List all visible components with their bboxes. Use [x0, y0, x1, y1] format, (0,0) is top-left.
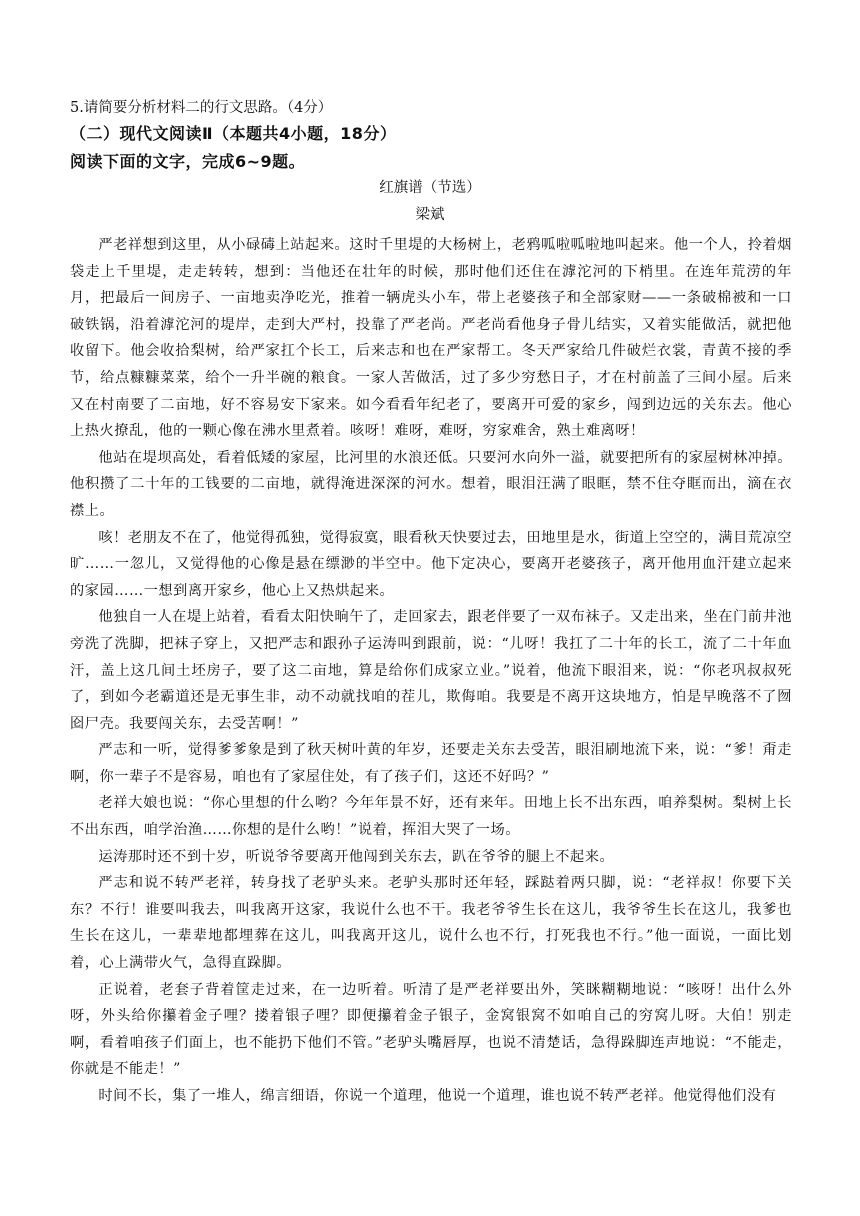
passage-paragraph: 运涛那时还不到十岁，听说爷爷要离开他闯到关东去，趴在爷爷的腿上不起来。	[98, 848, 615, 865]
passage-paragraph: 他独自一人在堤上站着，看看太阳快晌午了，走回家去，跟老伴要了一双布袜子。又走出来，坐在门前井池旁洗了洗脚，把袜子穿上，又把严志和跟孙子运涛叫到跟前，说：“儿呀！我扛了二十年的长工，流了二十年血汗，盖上这几间土坯房子，要了这二亩地，算是给你们成家立业。”说着，他流下眼泪来，说：“你老巩叔叔死了，到如今老霸道还是无事生非，动不动就找咱的茬儿，欺侮咱。我要是不离开这块地方，怕是早晚落不了囫囵尸壳。我要闯关东，去受苦啊！”	[70, 609, 792, 732]
passage-paragraph: 严志和一听，觉得爹爹象是到了秋天树叶黄的年岁，还要走关东去受苦，眼泪刷地流下来，说：“爹！甭走啊，你一辈子不是容易，咱也有了家屋住处，有了孩子们，这还不好吗？”	[70, 742, 792, 785]
passage-paragraph: 严志和说不转严老祥，转身找了老驴头来。老驴头那时还年轻，踩跶着两只脚，说：“老祥叔！你要下关东？不行！谁要叫我去，叫我离开这家，我说什么也不干。我老爷爷生长在这儿，我爷爷生长在这儿，我爹也生长在这儿，一辈辈地都埋葬在这儿，叫我离开这儿，说什么也不行，打死我也不行。”他一面说，一面比划着，心上满带火气，急得直跺脚。	[70, 875, 792, 972]
section-instruction: 阅读下面的文字，完成6~9题。	[70, 152, 306, 171]
passage-paragraph: 正说着，老套子背着筐走过来，在一边听着。听清了是严老祥要出外，笑眯糊糊地说：“咳呀！出什么外呀，外头给你攥着金子哩？搂着银子哩？即便攥着金子银子，金窝银窝不如咱自己的穷窝儿呀。大伯！别走啊，看着咱孩子们面上，也不能扔下他们不管。”老驴头嘴唇厚，也说不清楚话，急得跺脚连声地说：“不能走，你就是不能走！”	[70, 981, 792, 1078]
question-5-prompt: 5.请简要分析材料二的行文思路。（4分）	[70, 100, 333, 116]
passage-body	[70, 232, 792, 1110]
passage-paragraph: 他站在堤坝高处，看着低矮的家屋，比河里的水浪还低。只要河水向外一溢，就要把所有的家屋树林冲掉。他积攒了二十年的工钱要的二亩地，就得淹进深深的河水。想着，眼泪汪满了眼眶，禁不住夺眶而出，滴在衣襟上。	[70, 449, 792, 519]
passage-paragraph: 严老祥想到这里，从小碌碡上站起来。这时千里堤的大杨树上，老鸦呱啦呱啦地叫起来。他一个人，拎着烟袋走上千里堤，走走转转，想到：当他还在壮年的时候，那时他们还住在滹沱河的下梢里。在连年荒涝的年月，把最后一间房子、一亩地卖净吃光，推着一辆虎头小车，带上老婆孩子和全部家财——一条破棉被和一口破铁锅，沿着滹沱河的堤岸，走到大严村，投靠了严老尚。严老尚看他身子骨儿结实，又着实能做活，就把他收留下。他会收拾梨树，给严家扛个长工，后来志和也在严家帮工。冬天严家给几件破烂衣裳，青黄不接的季节，给点糠糠菜菜，给个一升半碗的粮食。一家人苦做活，过了多少穷愁日子，才在村前盖了三间小屋。后来又在村南要了二亩地，好不容易安下家来。如今看看年纪老了，要离开可爱的家乡，闯到边远的关东去。他心上热火撩乱，他的一颗心像在沸水里煮着。咳呀！难呀，难呀，穷家难舍，熟土难离呀！	[70, 237, 792, 440]
passage-title: 红旗谱（节选）	[379, 180, 481, 196]
passage-paragraph: 老祥大娘也说：“你心里想的什么哟？今年年景不好，还有来年。田地上长不出东西，咱养梨树。梨树上长不出东西，咱学治渔……你想的是什么哟！”说着，挥泪大哭了一场。	[70, 795, 792, 839]
passage-paragraph: 时间不长，集了一堆人，绵言细语，你说一个道理，他说一个道理，谁也说不转严老祥。他觉得他们没有	[98, 1088, 777, 1104]
passage-author: 梁斌	[415, 207, 445, 223]
section-heading: （二）现代文阅读Ⅱ（本题共4小题，18分）	[70, 124, 397, 143]
passage-paragraph: 咳！老朋友不在了，他觉得孤独，觉得寂寞，眼看秋天快要过去，田地里是水，街道上空空的，满目荒凉空旷……一忽儿，又觉得他的心像是悬在缥渺的半空中。他下定决心，要离开老婆孩子，离开他用血汗建立起来的家园……一想到离开家乡，他心上又热烘起来。	[70, 529, 792, 599]
